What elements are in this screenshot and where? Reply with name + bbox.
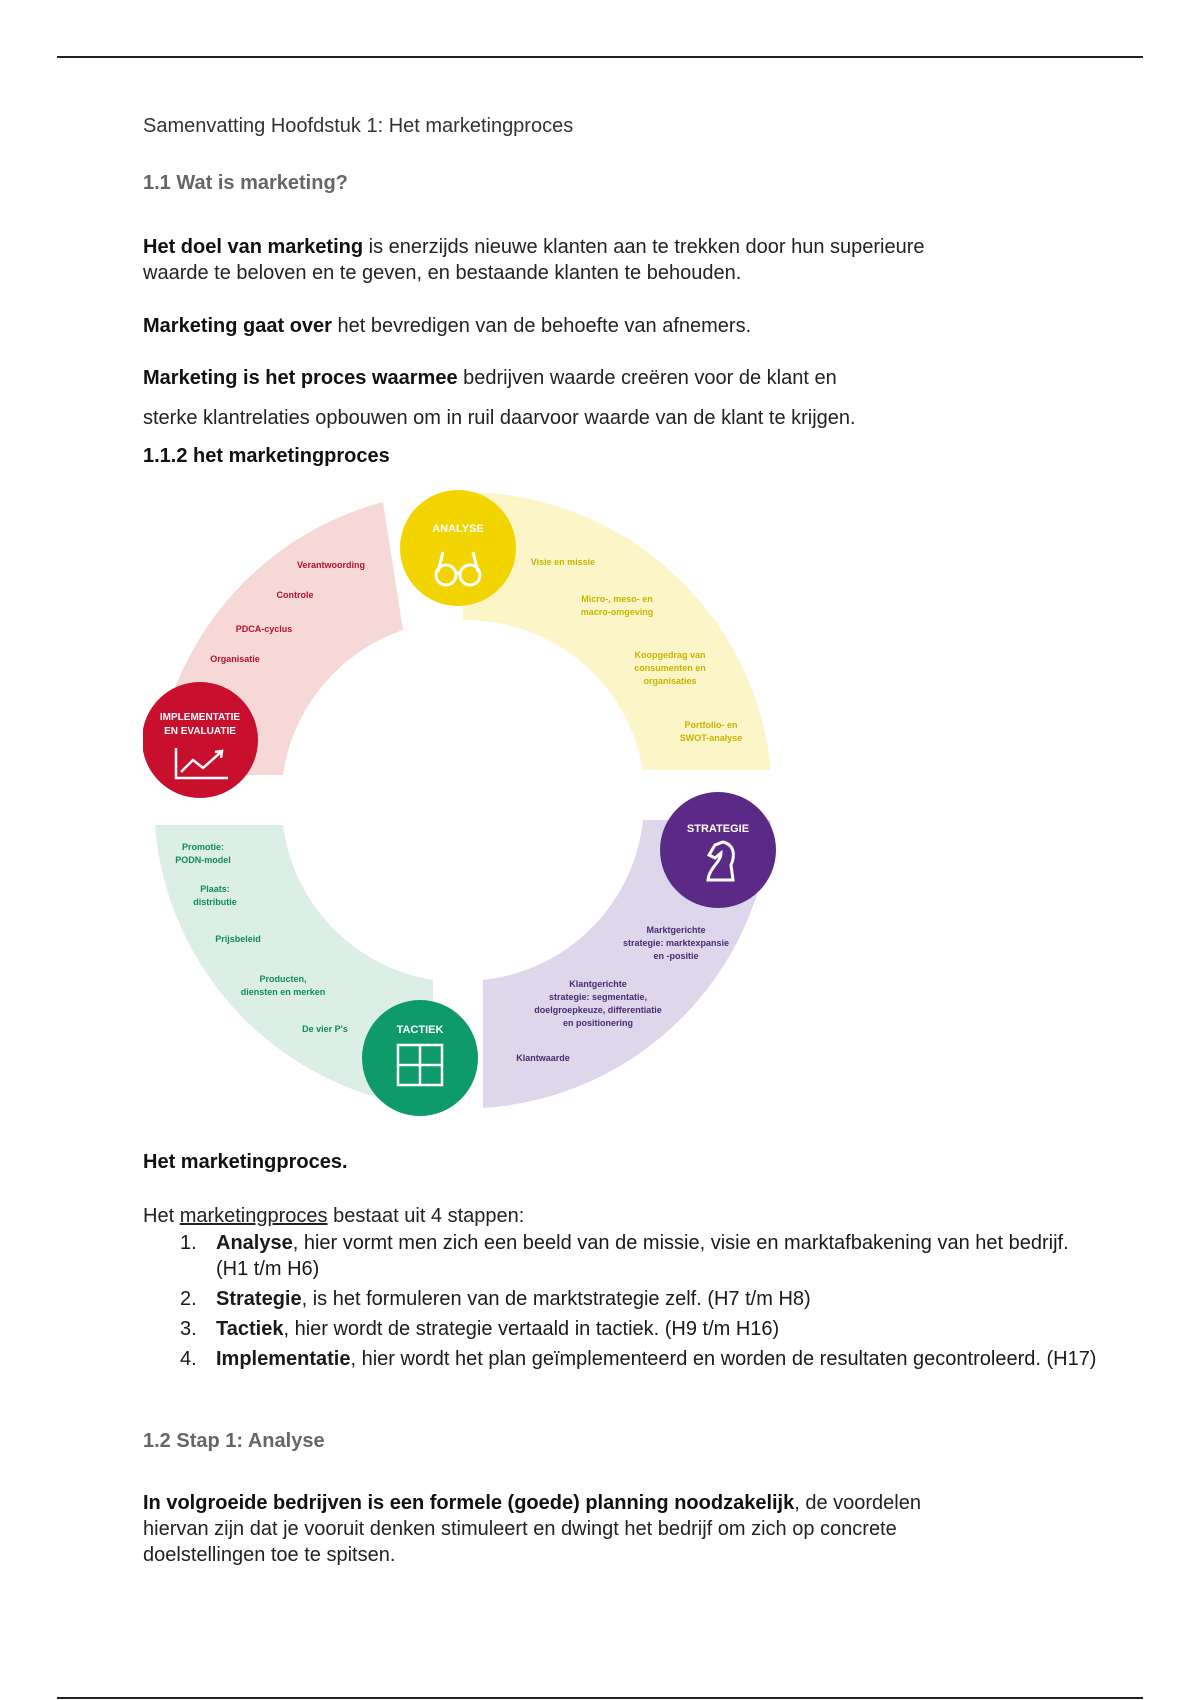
paragraph-planning-line3: doelstellingen toe te spitsen. xyxy=(143,1544,396,1566)
paragraph-proces xyxy=(143,365,1043,391)
strategie-item-5: strategie: segmentatie, xyxy=(548,992,648,1002)
top-rule xyxy=(57,56,1143,58)
paragraph-doel xyxy=(143,234,1043,286)
paragraph-planning xyxy=(143,1490,1063,1568)
bottom-rule xyxy=(57,1697,1143,1699)
implementatie-node xyxy=(143,682,258,798)
paragraph-planning-line2: hiervan zijn dat je vooruit denken stimuleert en dwingt het bedrijf om zich op concrete xyxy=(143,1518,897,1540)
step-text: , hier vormt men zich een beeld van de missie, visie en marktafbakening van het bedrijf. (H1 t/m H6) xyxy=(216,1232,1069,1280)
impl-item-3: PDCA-cyclus xyxy=(235,624,293,634)
impl-item-1: Verantwoording xyxy=(296,560,366,570)
strategie-item-4: Klantgerichte xyxy=(569,979,627,989)
list-number: 1. xyxy=(180,1232,197,1254)
paragraph-planning-text: , de voordelen xyxy=(794,1492,921,1514)
tactiek-item-5: Prijsbeleid xyxy=(215,934,261,944)
strategie-item-8: Klantwaarde xyxy=(516,1053,570,1063)
tactiek-item-8: De vier P's xyxy=(302,1024,348,1034)
paragraph-doel-text: is enerzijds nieuwe klanten aan te trekken door hun superieure xyxy=(363,236,925,258)
list-number: 3. xyxy=(180,1318,197,1340)
tactiek-item-3: Plaats: xyxy=(200,884,230,894)
tactiek-item-4: distributie xyxy=(193,897,237,907)
tactiek-label: TACTIEK xyxy=(396,1024,444,1036)
paragraph-gaat-over xyxy=(143,313,1043,339)
step-bold: Implementatie xyxy=(216,1348,351,1370)
marketingproces-link[interactable]: marketingproces xyxy=(179,1205,328,1227)
step-bold: Strategie xyxy=(216,1288,302,1310)
analyse-item-6: organisaties xyxy=(643,676,697,686)
list-item xyxy=(143,1286,1103,1312)
strategie-item-3: en -positie xyxy=(653,951,699,961)
analyse-item-3: macro-omgeving xyxy=(580,607,654,617)
strategie-item-7: en positionering xyxy=(562,1018,634,1028)
steps-list xyxy=(143,1230,1103,1376)
paragraph-doel-bold: Het doel van marketing xyxy=(143,236,364,258)
heading-1-1-2: 1.1.2 het marketingproces xyxy=(143,445,390,467)
step-text: , is het formuleren van de marktstrategie zelf. (H7 t/m H8) xyxy=(301,1288,811,1310)
diagram-caption: Het marketingproces. xyxy=(143,1151,348,1173)
strategie-item-2: strategie: marktexpansie xyxy=(622,938,730,948)
paragraph-planning-bold: In volgroeide bedrijven is een formele (goede) planning noodzakelijk xyxy=(143,1492,795,1514)
step-text: , hier wordt de strategie vertaald in tactiek. (H9 t/m H16) xyxy=(283,1318,780,1340)
analyse-item-2: Micro-, meso- en xyxy=(581,594,653,604)
strategie-item-1: Marktgerichte xyxy=(646,925,706,935)
tactiek-item-2: PODN-model xyxy=(175,855,231,865)
step-bold: Analyse xyxy=(216,1232,293,1254)
steps-intro-pre: Het xyxy=(143,1205,180,1227)
analyse-item-8: SWOT-analyse xyxy=(679,733,743,743)
strategie-label: STRATEGIE xyxy=(686,823,750,835)
list-item xyxy=(143,1230,1103,1282)
tactiek-item-7: diensten en merken xyxy=(240,987,326,997)
step-text: , hier wordt het plan geïmplementeerd en worden de resultaten gecontroleerd. (H17) xyxy=(350,1348,1097,1370)
tactiek-item-6: Producten, xyxy=(259,974,307,984)
paragraph-gaat-over-bold: Marketing gaat over xyxy=(143,315,332,337)
analyse-label: ANALYSE xyxy=(432,523,484,535)
impl-label-1: IMPLEMENTATIE xyxy=(159,712,241,723)
paragraph-proces-line2: sterke klantrelaties opbouwen om in ruil daarvoor waarde van de klant te krijgen. xyxy=(143,407,856,429)
list-number: 2. xyxy=(180,1288,197,1310)
heading-1-2: 1.2 Stap 1: Analyse xyxy=(143,1430,325,1452)
tactiek-item-1: Promotie: xyxy=(181,842,225,852)
steps-intro-post: bestaat uit 4 stappen: xyxy=(327,1205,525,1227)
strategie-item-6: doelgroepkeuze, differentiatie xyxy=(534,1005,662,1015)
impl-item-2: Controle xyxy=(276,590,314,600)
strategie-node xyxy=(660,792,776,908)
document-title: Samenvatting Hoofdstuk 1: Het marketingproces xyxy=(143,115,574,137)
step-bold: Tactiek xyxy=(216,1318,284,1340)
steps-intro xyxy=(143,1203,1043,1229)
list-item xyxy=(143,1316,1103,1342)
marketing-process-diagram xyxy=(143,480,783,1120)
analyse-item-5: consumenten en xyxy=(634,663,706,673)
heading-1-1: 1.1 Wat is marketing? xyxy=(143,172,348,194)
impl-item-4: Organisatie xyxy=(210,654,260,664)
paragraph-gaat-over-text: het bevredigen van de behoefte van afnemers. xyxy=(331,315,752,337)
paragraph-proces-text: bedrijven waarde creëren voor de klant en xyxy=(457,367,837,389)
analyse-item-1: Visie en missie xyxy=(530,557,596,567)
impl-label-2: EN EVALUATIE xyxy=(164,726,236,737)
list-number: 4. xyxy=(180,1348,197,1370)
analyse-node xyxy=(400,490,516,606)
tactiek-node xyxy=(362,1000,478,1116)
list-item xyxy=(143,1346,1103,1372)
paragraph-proces-bold: Marketing is het proces waarmee xyxy=(143,367,458,389)
analyse-item-4: Koopgedrag van xyxy=(634,650,706,660)
analyse-item-7: Portfolio- en xyxy=(684,720,738,730)
paragraph-doel-line2: waarde te beloven en te geven, en bestaande klanten te behouden. xyxy=(143,262,742,284)
